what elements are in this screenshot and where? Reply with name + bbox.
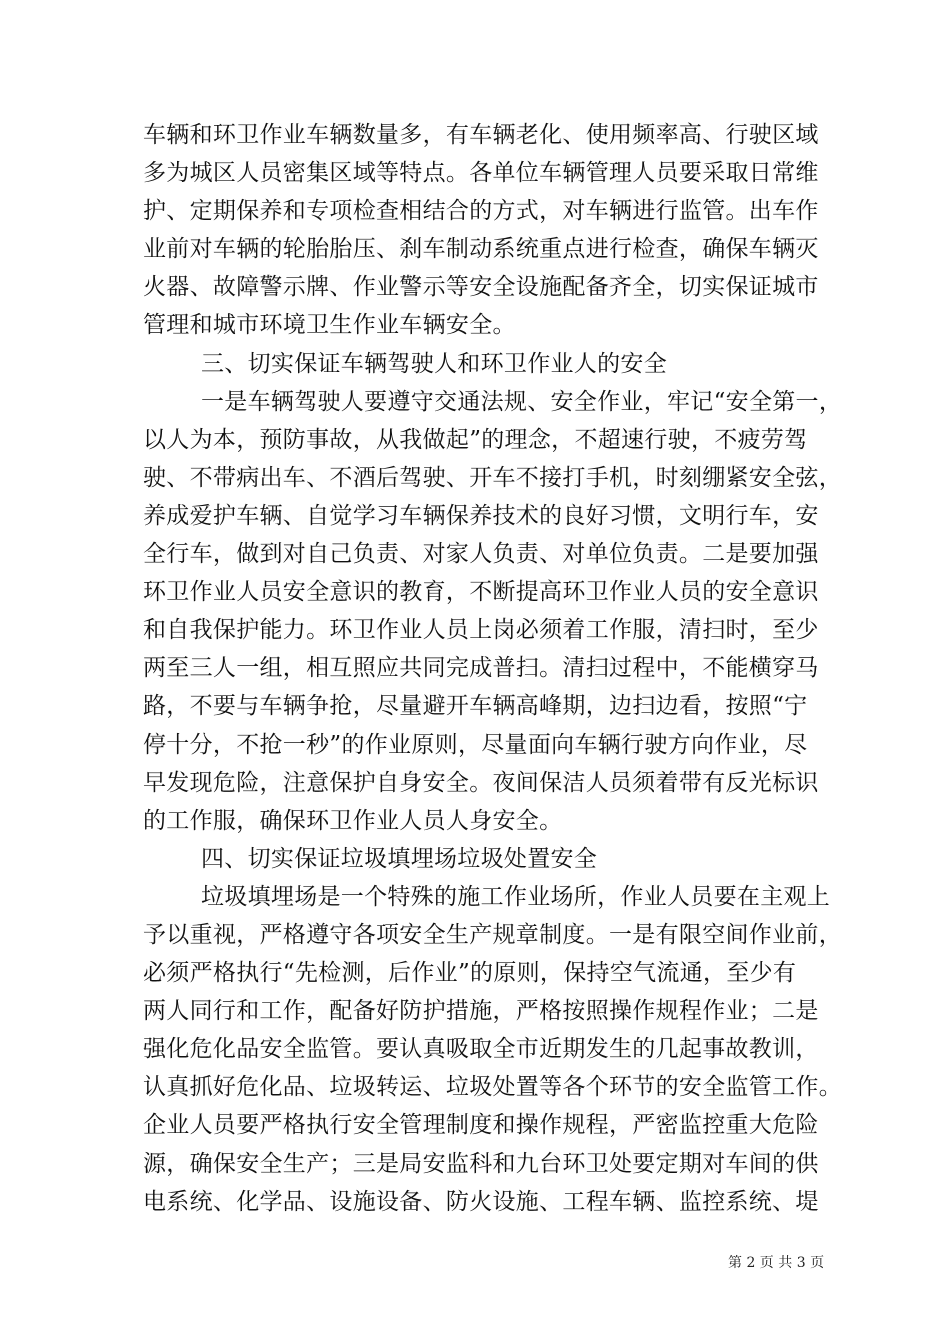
page-number: 第 2 页 共 3 页 [728, 1255, 825, 1271]
section-heading-3: 三、切实保证车辆驾驶人和环卫作业人的安全 [201, 350, 667, 377]
text-line: 企业人员要严格执行安全管理制度和操作规程，严密监控重大危险 [143, 1112, 819, 1139]
text-line: 强化危化品安全监管。要认真吸取全市近期发生的几起事故教训， [143, 1036, 819, 1063]
text-line: 予以重视，严格遵守各项安全生产规章制度。一是有限空间作业前， [143, 921, 842, 948]
text-line: 两至三人一组，相互照应共同完成普扫。清扫过程中，不能横穿马 [143, 655, 819, 682]
text-line: 路，不要与车辆争抢，尽量避开车辆高峰期，边扫边看，按照“宁 [143, 693, 808, 720]
text-line: 养成爱护车辆、自觉学习车辆保养技术的良好习惯，文明行车，安 [143, 502, 819, 529]
text-line: 全行车，做到对自己负责、对家人负责、对单位负责。二是要加强 [143, 541, 819, 568]
document-body [143, 116, 843, 1221]
text-line: 的工作服，确保环卫作业人员人身安全。 [143, 807, 563, 834]
text-line: 以人为本，预防事故，从我做起”的理念，不超速行驶，不疲劳驾 [143, 426, 808, 453]
text-line: 电系统、化学品、设施设备、防火设施、工程车辆、监控系统、堤 [143, 1188, 819, 1215]
text-line: 多为城区人员密集区域等特点。各单位车辆管理人员要采取日常维 [143, 160, 819, 187]
text-line: 认真抓好危化品、垃圾转运、垃圾处置等各个环节的安全监管工作。 [143, 1074, 842, 1101]
text-line: 环卫作业人员安全意识的教育，不断提高环卫作业人员的安全意识 [143, 579, 819, 606]
text-line: 两人同行和工作，配备好防护措施，严格按照操作规程作业；二是 [143, 998, 819, 1025]
text-line: 车辆和环卫作业车辆数量多，有车辆老化、使用频率高、行驶区域 [143, 122, 819, 148]
text-line: 垃圾填埋场是一个特殊的施工作业场所，作业人员要在主观上 [201, 883, 831, 910]
text-line: 业前对车辆的轮胎胎压、刹车制动系统重点进行检查，确保车辆灭 [143, 236, 819, 263]
text-line: 一是车辆驾驶人要遵守交通法规、安全作业，牢记“安全第一， [201, 388, 843, 415]
text-line: 和自我保护能力。环卫作业人员上岗必须着工作服，清扫时，至少 [143, 617, 819, 644]
text-line: 驶、不带病出车、不酒后驾驶、开车不接打手机，时刻绷紧安全弦， [143, 464, 842, 491]
text-line: 管理和城市环境卫生作业车辆安全。 [143, 312, 516, 339]
text-line: 早发现危险，注意保护自身安全。夜间保洁人员须着带有反光标识 [143, 769, 819, 796]
text-line: 火器、故障警示牌、作业警示等安全设施配备齐全，切实保证城市 [143, 274, 819, 301]
text-line: 源，确保安全生产；三是局安监科和九台环卫处要定期对车间的供 [143, 1150, 819, 1177]
section-heading-4: 四、切实保证垃圾填埋场垃圾处置安全 [201, 845, 598, 872]
text-line: 护、定期保养和专项检查相结合的方式，对车辆进行监管。出车作 [143, 198, 819, 225]
text-line: 必须严格执行“先检测，后作业”的原则，保持空气流通，至少有 [143, 960, 797, 987]
text-line: 停十分，不抢一秒”的作业原则，尽量面向车辆行驶方向作业，尽 [143, 731, 808, 758]
